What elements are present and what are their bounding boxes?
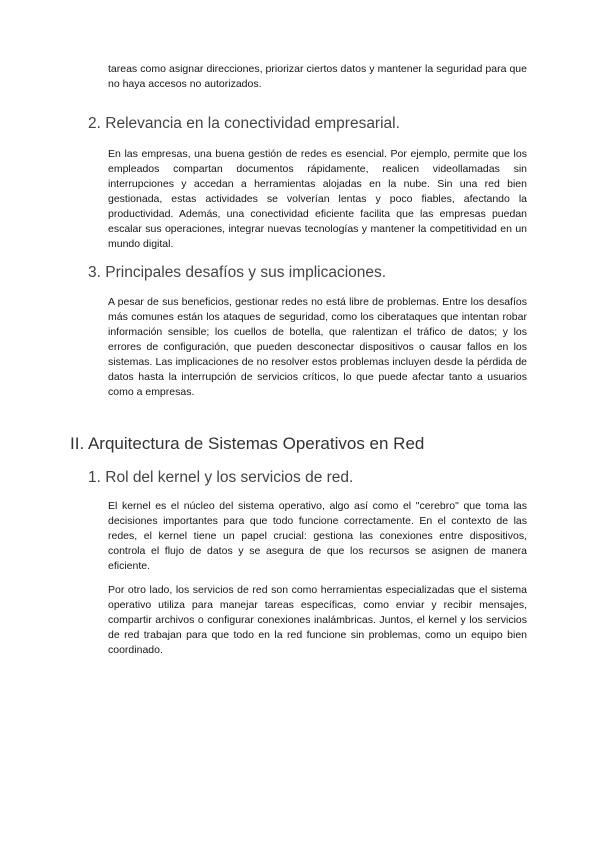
- intro-tail-paragraph: tareas como asignar direcciones, priorizar ciertos datos y mantener la seguridad para que no haya accesos no autorizados.: [108, 63, 527, 90]
- section-heading-II: [70, 433, 424, 455]
- subsection-heading-2: [88, 114, 400, 134]
- body-paragraph: A pesar de sus beneficios, gestionar redes no está libre de problemas. Entre los desafíos más comunes están los ataques de seguridad, como los ciberataques que intentan robar información sensible; los cuellos de botella, que ralentizan el tráfico de datos; y los errores de configuración, que pueden desconectar dispositivos o causar fallos en los sistemas. Las implicaciones de no resolver estos problemas incluyen desde la pérdida de datos hasta la interrupción de servicios críticos, lo que puede afectar tanto a usuarios como a empresas.: [108, 296, 527, 398]
- body-paragraph: El kernel es el núcleo del sistema operativo, algo así como el "cerebro" que toma las decisiones importantes para que todo funcione correctamente. En el contexto de las redes, el kernel tiene un papel crucial: gestiona las conexiones entre dispositivos, controla el flujo de datos y se asegura de que los recursos se asignen de manera eficiente.: [108, 500, 527, 572]
- body-paragraph: Por otro lado, los servicios de red son como herramientas especializadas que el sistema operativo utiliza para manejar tareas específicas, como enviar y recibir mensajes, compartir archivos o configurar conexiones inalámbricas. Juntos, el kernel y los servicios de red trabajan para que todo en la red funcione sin problemas, como un equipo bien coordinado.: [108, 584, 527, 656]
- section-number: II.: [70, 434, 85, 453]
- subsection-number: 2.: [88, 115, 101, 132]
- subsection-heading-1: [88, 468, 353, 488]
- subsection-number: 1.: [88, 469, 101, 486]
- body-paragraph: En las empresas, una buena gestión de redes es esencial. Por ejemplo, permite que los empleados compartan documentos rápidamente, realicen videollamadas sin interrupciones y accedan a herramientas alojadas en la nube. Sin una red bien gestionada, estas actividades se volverían lentas y poco fiables, afectando la productividad. Además, una conectividad eficiente facilita que las empresas puedan escalar sus operaciones, integrar nuevas tecnologías y mantener la competitividad en un mundo digital.: [108, 148, 527, 250]
- subsection-title: Relevancia en la conectividad empresarial.: [105, 115, 400, 132]
- section-title: Arquitectura de Sistemas Operativos en Red: [87, 434, 425, 453]
- subsection-number: 3.: [88, 264, 101, 281]
- subsection-title: Rol del kernel y los servicios de red.: [105, 469, 354, 486]
- subsection-heading-3: [88, 263, 386, 283]
- subsection-title: Principales desafíos y sus implicaciones.: [105, 264, 387, 281]
